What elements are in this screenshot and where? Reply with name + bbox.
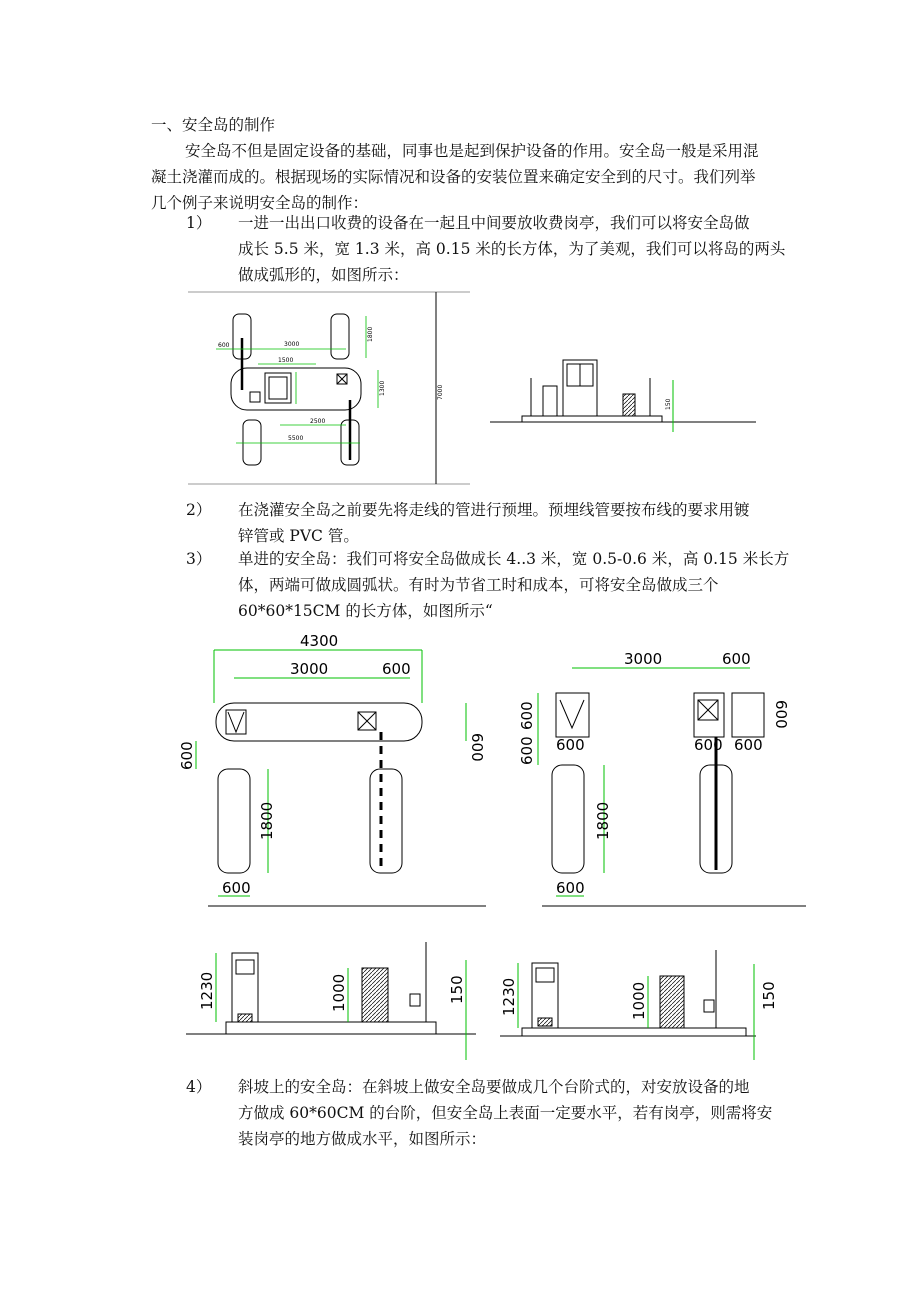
svg-text:1800: 1800: [367, 326, 374, 342]
item-line: 成长 5.5 米，宽 1.3 米，高 0.15 米的长方体，为了美观，我们可以将岛的两头: [238, 240, 786, 258]
item-line: 在浇灌安全岛之前要先将走线的管进行预埋。预埋线管要按布线的要求用镀: [238, 501, 750, 519]
dim-label: 150: [665, 398, 672, 410]
svg-text:600: 600: [722, 650, 751, 668]
svg-text:1800: 1800: [594, 801, 612, 840]
section-heading: 一、安全岛的制作: [151, 116, 276, 134]
barrier-gate: [362, 968, 388, 1022]
lane-island: [552, 765, 584, 873]
figure-2-plan-left: [196, 650, 486, 906]
item-number: 3）: [186, 550, 212, 568]
figure-2-elevation-right: [500, 950, 756, 1060]
svg-text:4300: 4300: [300, 632, 339, 650]
svg-text:150: 150: [448, 975, 466, 1004]
figure-2-plan-right: [538, 668, 806, 906]
item-number: 4）: [186, 1078, 212, 1096]
item-line: 装岗亭的地方做成水平，如图所示：: [238, 1130, 487, 1148]
item-line: 做成弧形的，如图所示：: [238, 266, 409, 284]
svg-text:600: 600: [468, 733, 486, 762]
svg-text:600: 600: [382, 660, 411, 678]
item-line: 60*60*15CM 的长方体，如图所示“: [238, 602, 493, 620]
intro-line: 安全岛不但是固定设备的基础，同事也是起到保护设备的作用。安全岛一般是采用混: [185, 142, 759, 160]
item-line: 单进的安全岛：我们可将安全岛做成长 4..3 米，宽 0.5-0.6 米，高 0.15 米长方: [238, 550, 790, 568]
item-line: 斜坡上的安全岛：在斜坡上做安全岛要做成几个台阶式的，对安放设备的地: [238, 1078, 750, 1096]
figure-1-elevation: [490, 360, 756, 432]
item-line: 一进一出出口收费的设备在一起且中间要放收费岗亭，我们可以将安全岛做: [238, 214, 750, 232]
safety-island: [216, 703, 422, 741]
svg-text:600: 600: [734, 736, 763, 754]
svg-text:600: 600: [772, 700, 790, 729]
svg-text:7000: 7000: [437, 384, 444, 400]
svg-text:1500: 1500: [278, 357, 294, 364]
svg-text:1000: 1000: [630, 981, 648, 1020]
svg-text:600: 600: [556, 879, 585, 897]
svg-text:1300: 1300: [379, 380, 386, 396]
svg-text:600: 600: [218, 342, 230, 349]
svg-text:600: 600: [556, 736, 585, 754]
intro-line: 凝土浇灌而成的。根据现场的实际情况和设备的安装位置来确定安全到的尺寸。我们列举: [151, 168, 756, 186]
svg-text:1800: 1800: [258, 801, 276, 840]
lane-island: [331, 314, 349, 359]
figure-1-plan: [188, 292, 470, 484]
lane-island: [370, 769, 402, 873]
figure-2-left-dims: [178, 632, 486, 897]
svg-text:3000: 3000: [624, 650, 663, 668]
barrier-gate: [623, 394, 635, 416]
intro-line: 几个例子来说明安全岛的制作：: [151, 194, 369, 212]
lane-island: [218, 769, 250, 873]
svg-text:1230: 1230: [198, 971, 216, 1010]
svg-text:1230: 1230: [500, 977, 518, 1016]
ticket-machine: [543, 386, 557, 416]
svg-text:600: 600: [518, 736, 536, 765]
svg-text:600: 600: [518, 701, 536, 730]
svg-text:600: 600: [694, 736, 723, 754]
svg-text:3000: 3000: [284, 341, 300, 348]
figure-2-right-dims: [518, 650, 790, 897]
svg-text:3000: 3000: [290, 660, 329, 678]
item-number: 2）: [186, 501, 212, 519]
figure-2-elev-right-dims: [500, 978, 778, 1020]
svg-text:2500: 2500: [310, 418, 326, 425]
ticket-machine: [250, 392, 260, 402]
svg-text:150: 150: [760, 981, 778, 1010]
item-line: 体，两端可做成圆弧状。有时为节省工时和成本，可将安全岛做成三个: [238, 576, 719, 594]
lane-island: [243, 420, 261, 465]
svg-text:5500: 5500: [288, 435, 304, 442]
svg-text:1000: 1000: [330, 973, 348, 1012]
svg-text:600: 600: [222, 879, 251, 897]
item-number: 1）: [186, 214, 212, 232]
item-line: 方做成 60*60CM 的台阶，但安全岛上表面一定要水平，若有岗亭，则需将安: [238, 1104, 773, 1122]
barrier-gate: [660, 976, 684, 1028]
svg-text:600: 600: [178, 741, 196, 770]
item-line: 锌管或 PVC 管。: [238, 527, 359, 545]
